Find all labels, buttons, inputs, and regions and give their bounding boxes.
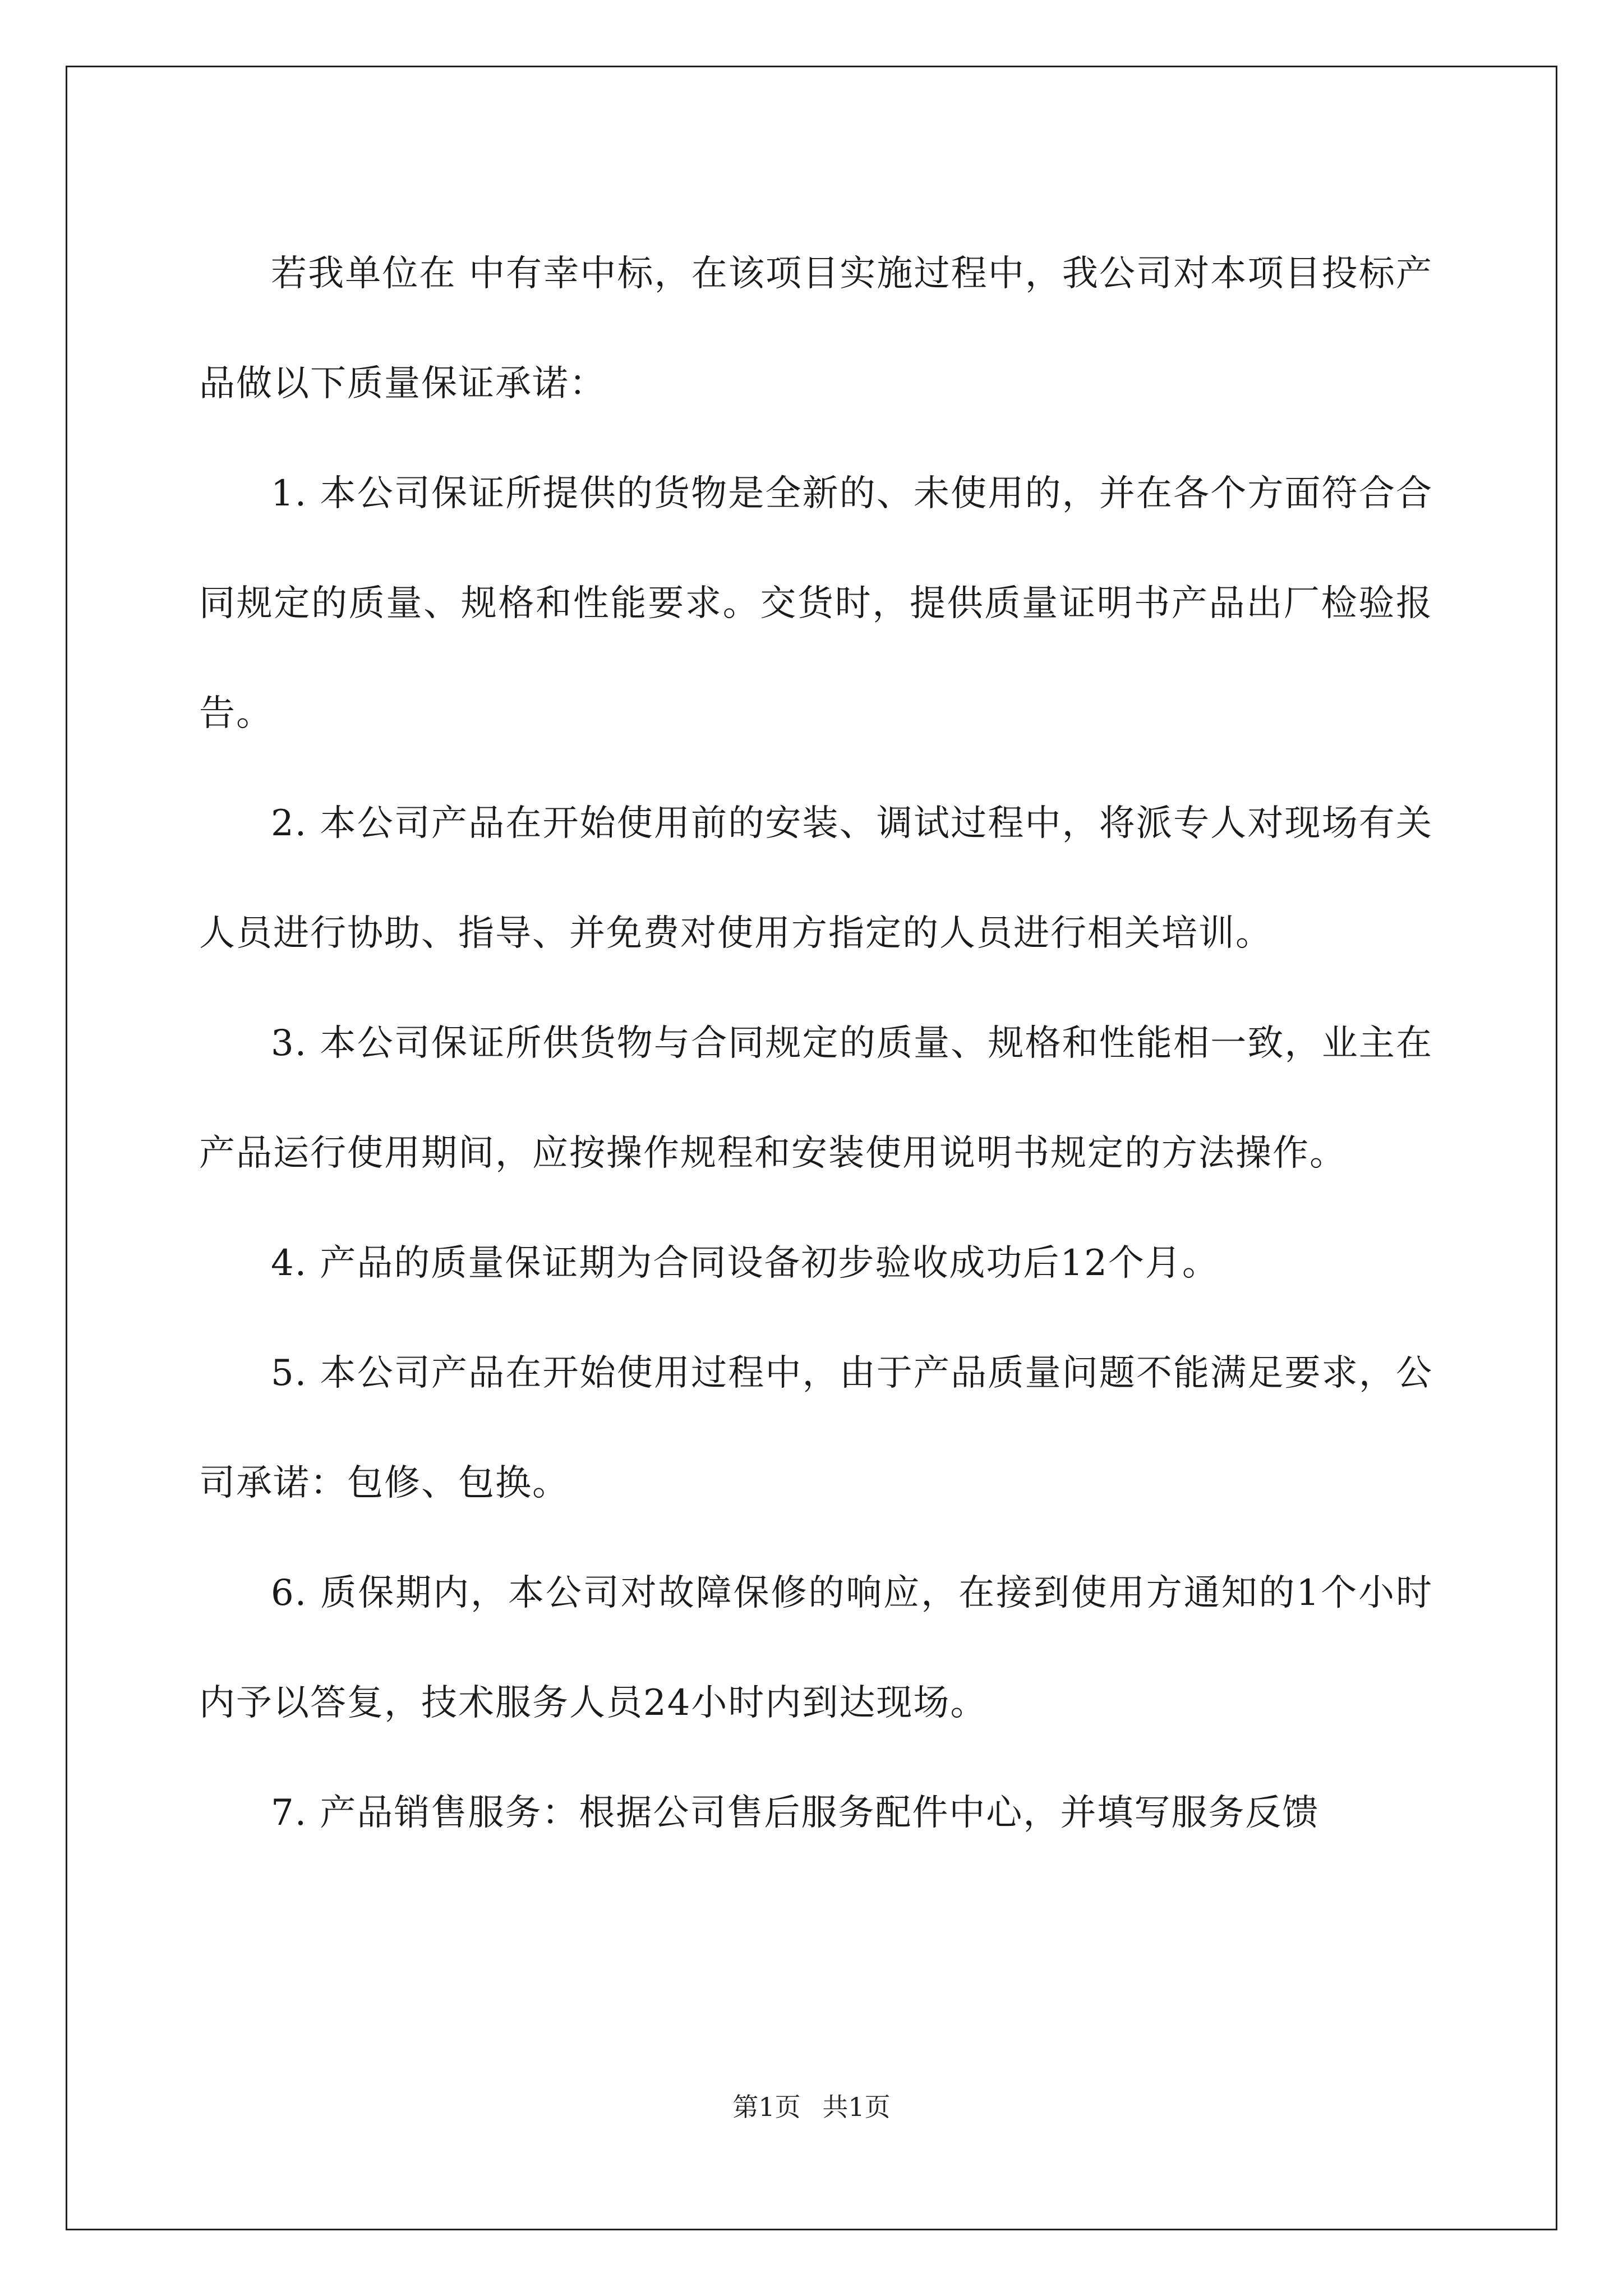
paragraph-item-2: 2. 本公司产品在开始使用前的安装、调试过程中，将派专人对现场有关人员进行协助、指导、并免费对使用方指定的人员进行相关培训。 bbox=[199, 803, 1433, 954]
page-number: 第1页 bbox=[732, 2092, 801, 2122]
paragraph-item-6: 6. 质保期内，本公司对故障保修的响应，在接到使用方通知的1个小时内予以答复，技术服务人员24小时内到达现场。 bbox=[199, 1572, 1433, 1724]
paragraph-item-7: 7. 产品销售服务：根据公司售后服务配件中心，并填写服务反馈 bbox=[271, 1792, 1320, 1834]
paragraph-item-3: 3. 本公司保证所供货物与合同规定的质量、规格和性能相一致，业主在产品运行使用期间，应按操作规程和安装使用说明书规定的方法操作。 bbox=[199, 1023, 1433, 1174]
page-total: 共1页 bbox=[822, 2092, 891, 2122]
paragraph-item-5: 5. 本公司产品在开始使用过程中，由于产品质量问题不能满足要求，公司承诺：包修、包换。 bbox=[199, 1352, 1433, 1504]
paragraph-item-4: 4. 产品的质量保证期为合同设备初步验收成功后12个月。 bbox=[271, 1243, 1219, 1284]
paragraph-intro: 若我单位在 中有幸中标，在该项目实施过程中，我公司对本项目投标产品做以下质量保证承诺： bbox=[199, 253, 1433, 404]
page-footer bbox=[0, 2087, 1623, 2124]
paragraph-item-1: 1. 本公司保证所提供的货物是全新的、未使用的，并在各个方面符合合同规定的质量、规格和性能要求。交货时，提供质量证明书产品出厂检验报告。 bbox=[199, 473, 1433, 734]
document-body bbox=[199, 219, 1433, 1868]
